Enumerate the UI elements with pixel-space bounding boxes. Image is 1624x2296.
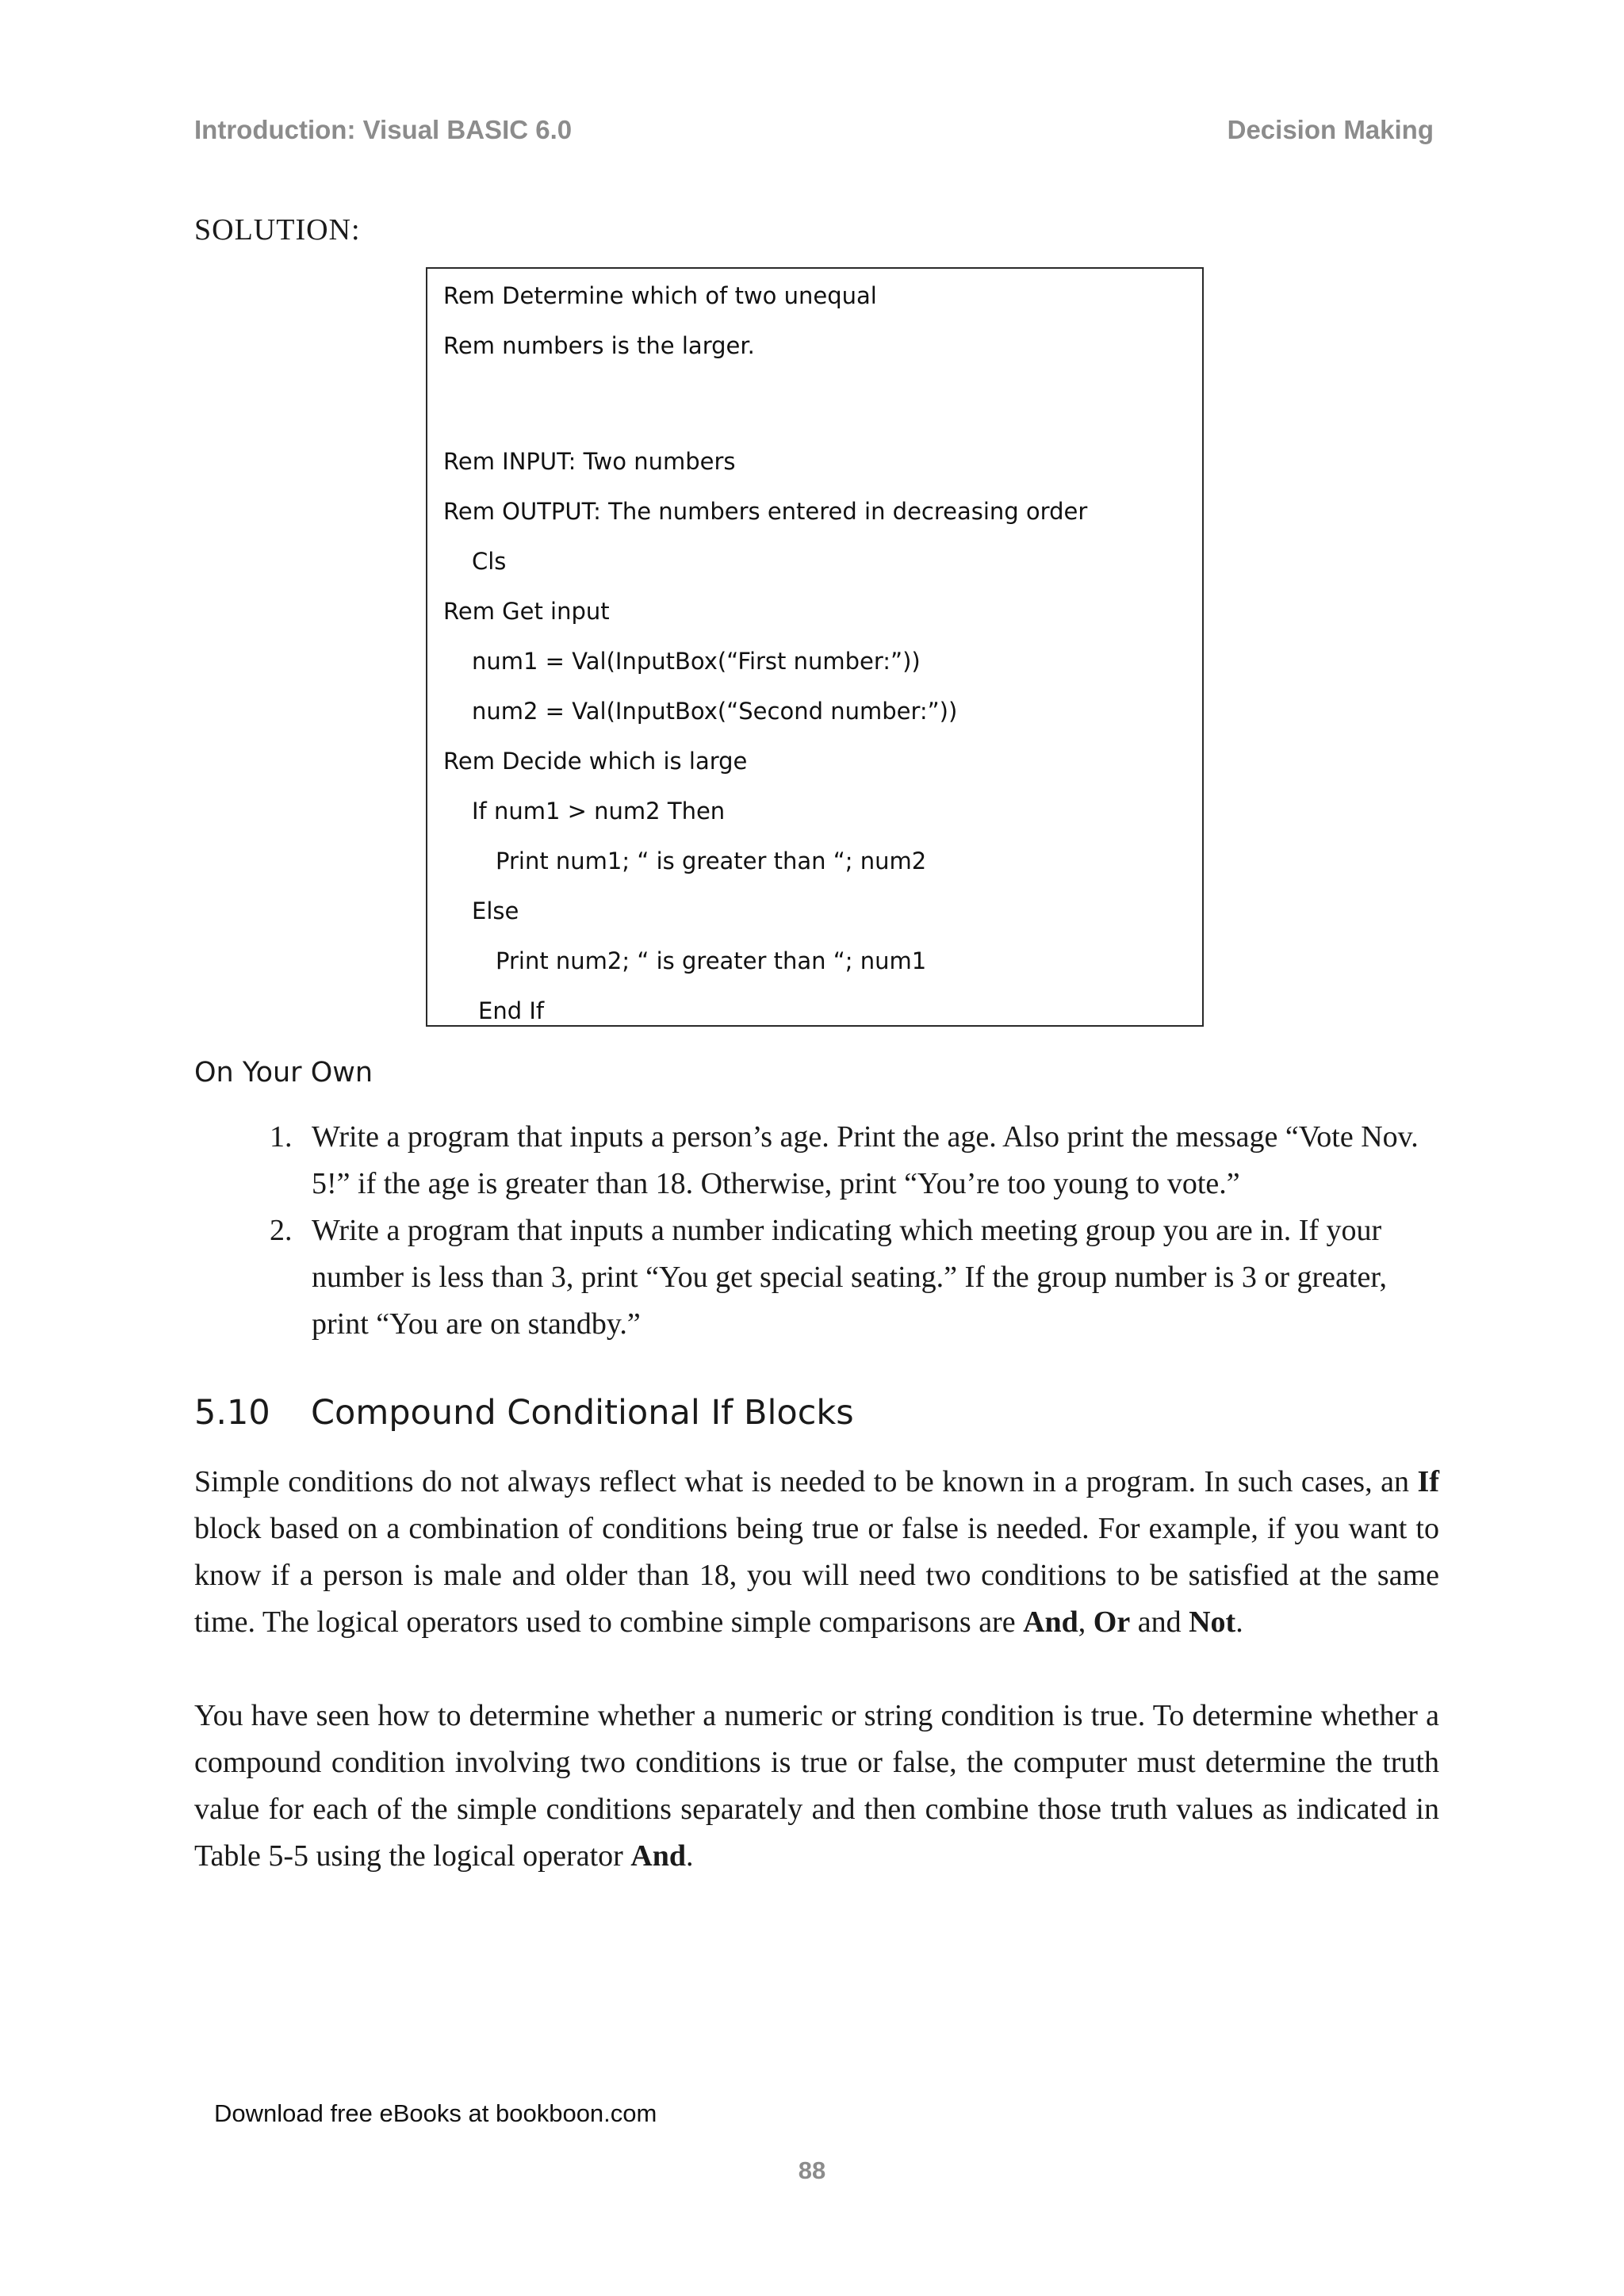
code-line: Rem OUTPUT: The numbers entered in decreasing order (443, 498, 1088, 525)
list-item-number: 1. (270, 1120, 293, 1154)
code-listing-box (426, 267, 1204, 1027)
list-item (270, 1207, 1443, 1348)
list-item-text: Write a program that inputs a person’s age. Print the age. Also print the message “Vote Nov. 5!” if the age is greater than 18. Otherwise, print “You’re too young to vote.” (312, 1120, 1419, 1200)
paragraph-text: block based on a combination of conditions being true or false is needed. For example, if you want to know if a person is male and older than 18, you will need two conditions to be satisfied at the same time. The logical operators used to combine simple comparisons are (194, 1512, 1439, 1639)
code-line: Rem Decide which is large (443, 748, 748, 775)
code-line: Cls (472, 548, 507, 575)
code-line: If num1 > num2 Then (472, 798, 726, 825)
keyword-bold: If (1417, 1465, 1439, 1498)
section-title: Compound Conditional If Blocks (311, 1393, 854, 1433)
list-item-text: Write a program that inputs a number indicating which meeting group you are in. If your number is less than 3, print “You get special seating.” If the group number is 3 or greater, print “You are on standby.” (312, 1214, 1387, 1341)
keyword-bold: And (1023, 1605, 1078, 1639)
solution-label: SOLUTION: (194, 213, 361, 247)
paragraph-text: , (1078, 1605, 1094, 1639)
keyword-bold: Not (1189, 1605, 1236, 1639)
list-item (270, 1114, 1443, 1207)
body-paragraph (194, 1693, 1439, 1880)
on-your-own-heading: On Your Own (194, 1057, 373, 1089)
section-number: 5.10 (194, 1393, 270, 1433)
footer-download-link[interactable]: Download free eBooks at bookboon.com (214, 2099, 657, 2127)
code-line: Rem Determine which of two unequal (443, 282, 877, 309)
body-paragraph (194, 1459, 1439, 1646)
keyword-bold: And (630, 1839, 686, 1873)
list-item-number: 2. (270, 1214, 293, 1247)
paragraph-text: and (1130, 1605, 1189, 1639)
running-header-chapter-title: Decision Making (1227, 115, 1434, 144)
paragraph-text: . (1235, 1605, 1243, 1639)
paragraph-text: Simple conditions do not always reflect what is needed to be known in a program. In such cases, an (194, 1465, 1418, 1498)
code-line: num2 = Val(InputBox(“Second number:”)) (472, 698, 958, 725)
exercise-list (270, 1114, 1443, 1348)
code-line: Rem INPUT: Two numbers (443, 448, 736, 475)
paragraph-text: You have seen how to determine whether a numeric or string condition is true. To determine whether a compound condition involving two conditions is true or false, the computer must determine the truth value for each of the simple conditions separately and then combine those truth values as indicated in Table 5-5 using the logical operator (194, 1699, 1439, 1873)
keyword-bold: Or (1093, 1605, 1131, 1639)
running-header-book-title: Introduction: Visual BASIC 6.0 (194, 115, 573, 144)
code-line: Else (472, 897, 519, 924)
code-line: Rem numbers is the larger. (443, 332, 755, 359)
code-line: Rem Get input (443, 598, 610, 625)
paragraph-text: . (686, 1839, 694, 1873)
page-number: 88 (798, 2156, 826, 2184)
code-line: Print num2; “ is greater than “; num1 (496, 947, 927, 974)
code-line: End If (478, 997, 545, 1024)
section-heading (194, 1393, 854, 1433)
code-line: num1 = Val(InputBox(“First number:”)) (472, 648, 921, 675)
code-line: Print num1; “ is greater than “; num2 (496, 848, 927, 874)
